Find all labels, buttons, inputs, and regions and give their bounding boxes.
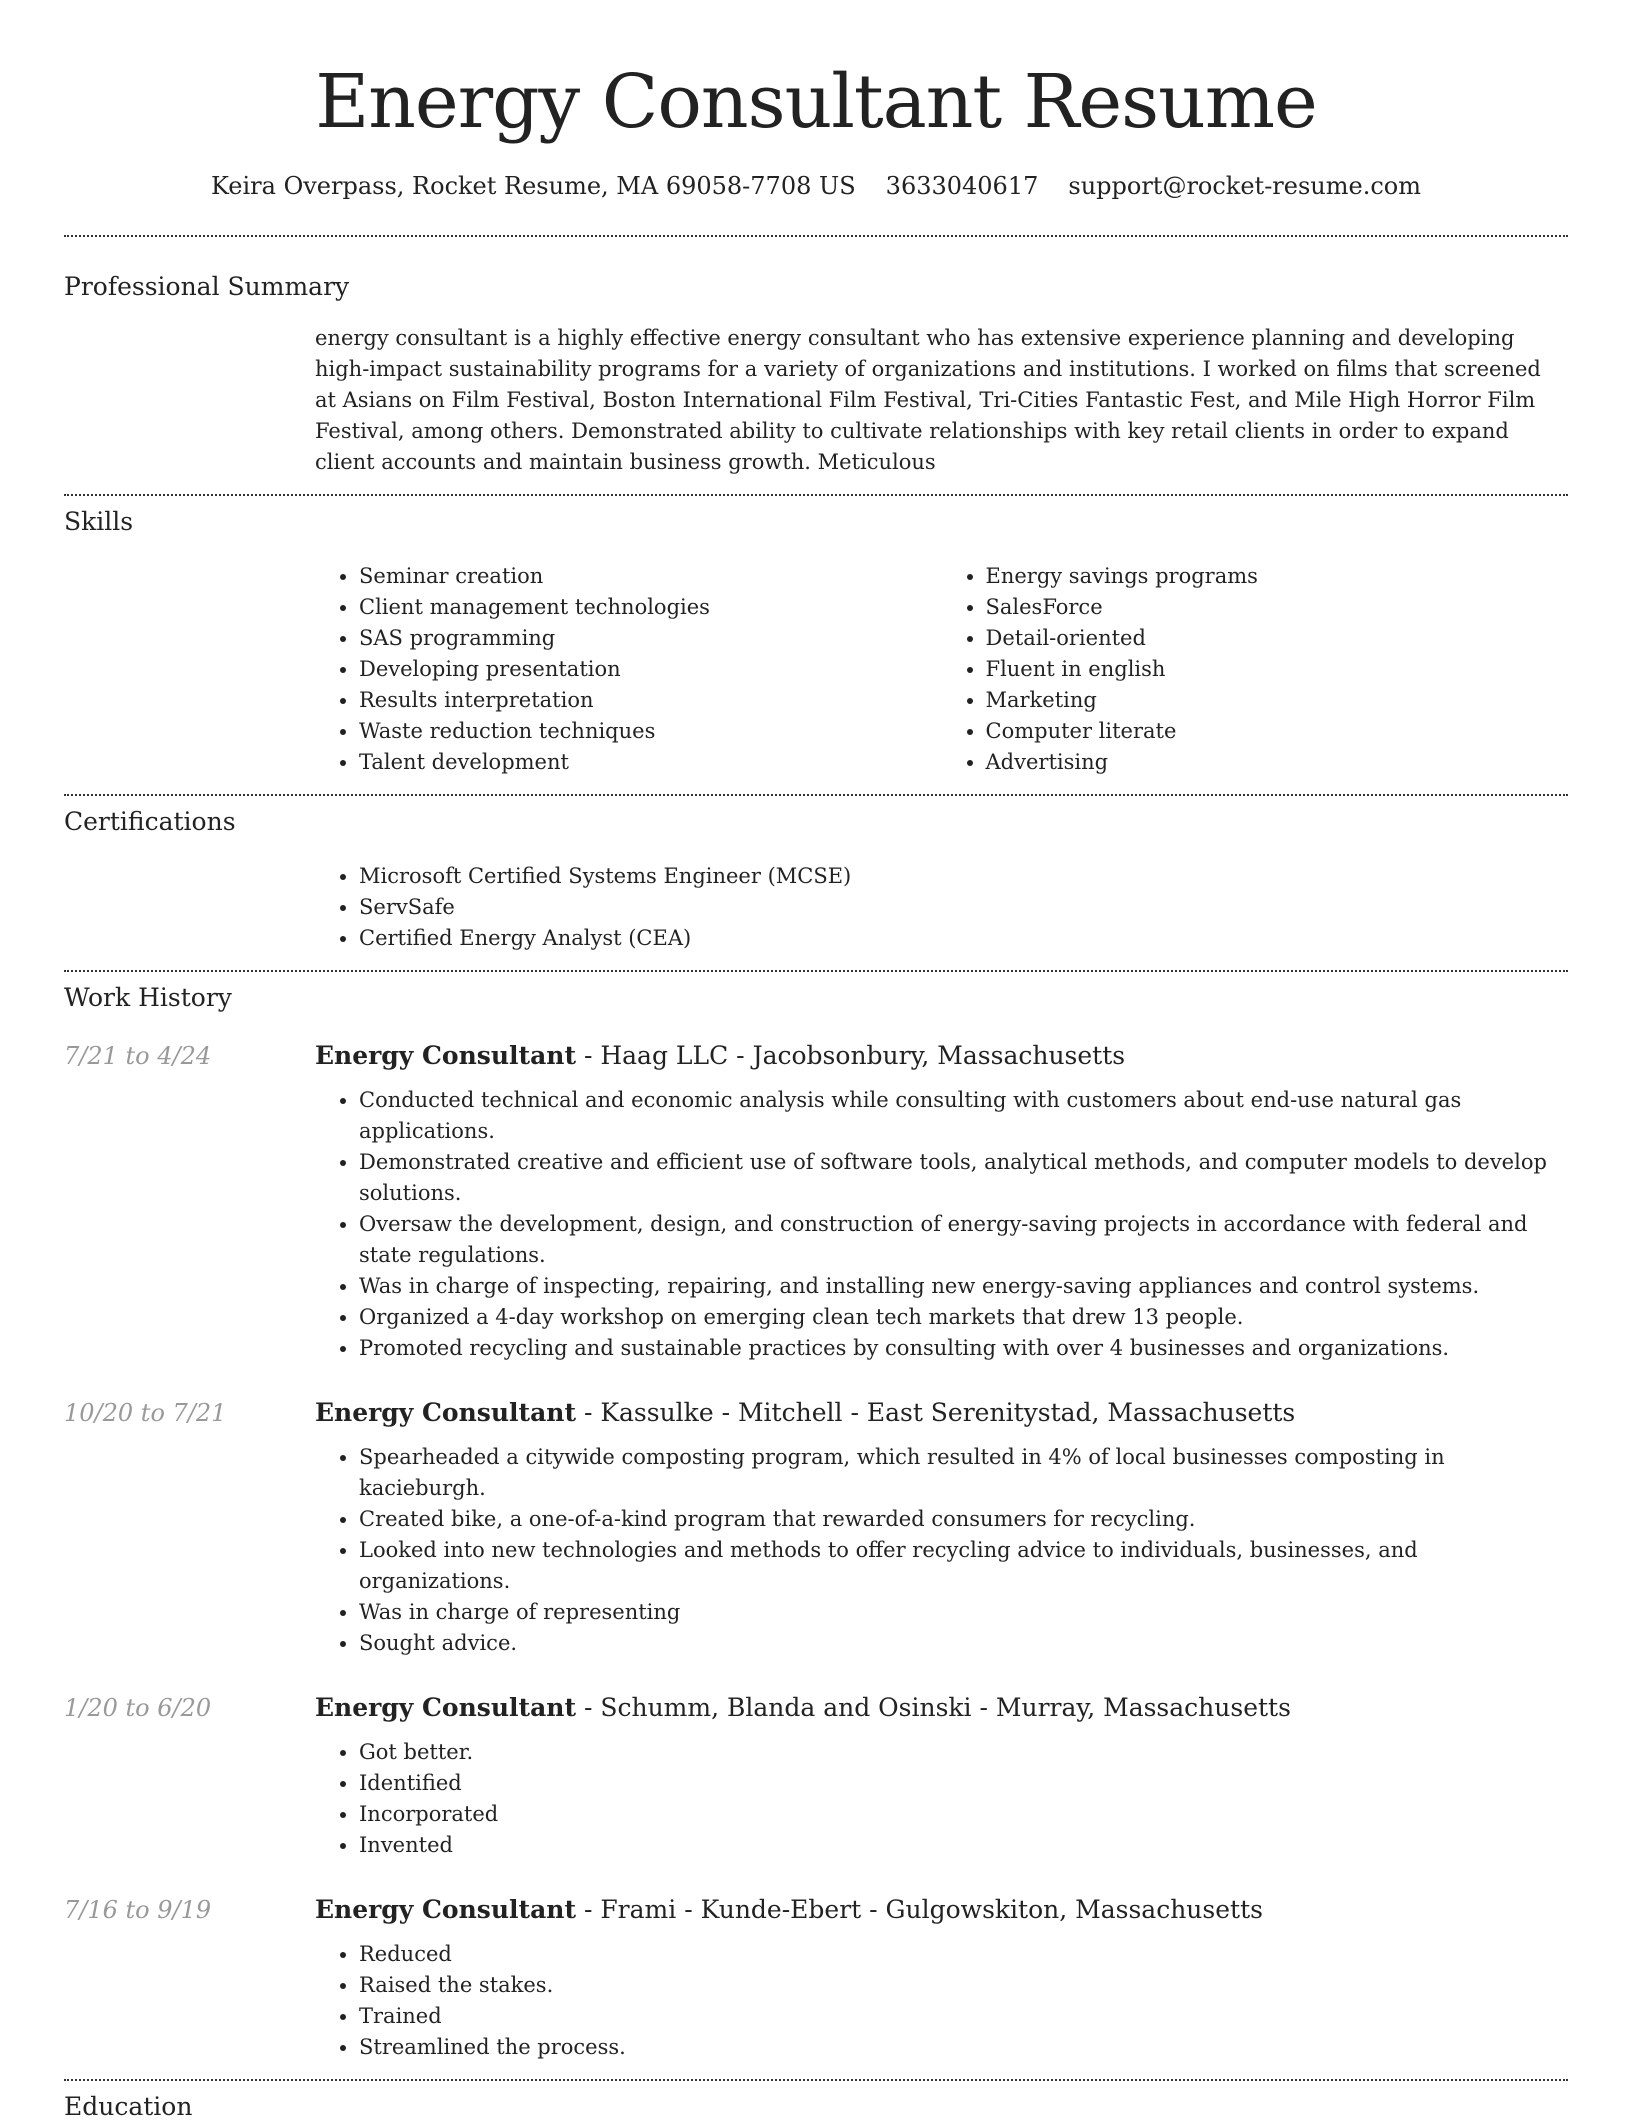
job-employer: - Haag LLC - Jacobsonbury, Massachusetts (576, 1041, 1126, 1070)
skill-item: • Client management technologies (359, 592, 942, 623)
contact-email: support@rocket-resume.com (1068, 172, 1421, 200)
job-employer: - Kassulke - Mitchell - East Serenitystad, Massachusetts (576, 1398, 1296, 1427)
job-bullet: • Incorporated (359, 1799, 1568, 1830)
skills-list-right (942, 561, 1569, 778)
skill-item: • Results interpretation (359, 685, 942, 716)
summary-section (64, 237, 1568, 478)
job-bullet: • Conducted technical and economic analysis while consulting with customers about end-use natural gas applications. (359, 1085, 1568, 1147)
job-entry (64, 1040, 1568, 1364)
job-bullet: • Raised the stakes. (359, 1970, 1568, 2001)
skill-item: • Fluent in english (986, 654, 1569, 685)
job-bullet: • Identified (359, 1768, 1568, 1799)
contact-phone: 3633040617 (885, 172, 1039, 200)
job-bullet: • Promoted recycling and sustainable practices by consulting with over 4 businesses and organizations. (359, 1333, 1568, 1364)
education-heading: Education (64, 2092, 193, 2121)
job-dates: 10/20 to 7/21 (64, 1399, 227, 1427)
job-bullet: • Sought advice. (359, 1628, 1568, 1659)
job-bullet: • Created bike, a one-of-a-kind program that rewarded consumers for recycling. (359, 1504, 1568, 1535)
skill-item: • Advertising (986, 747, 1569, 778)
job-dates: 7/21 to 4/24 (64, 1042, 212, 1070)
job-bullets (315, 1737, 1568, 1861)
job-bullet: • Organized a 4-day workshop on emerging clean tech markets that drew 13 people. (359, 1302, 1568, 1333)
job-title (315, 1397, 1568, 1429)
job-bullet: • Oversaw the development, design, and construction of energy-saving projects in accordance with federal and state regulations. (359, 1209, 1568, 1271)
job-title (315, 1692, 1568, 1724)
job-role: Energy Consultant (315, 1693, 576, 1722)
job-employer: - Frami - Kunde-Ebert - Gulgowskiton, Massachusetts (576, 1895, 1263, 1924)
job-bullets (315, 1939, 1568, 2063)
job-bullets (315, 1442, 1568, 1659)
skill-item: • SAS programming (359, 623, 942, 654)
summary-heading: Professional Summary (64, 272, 350, 301)
certifications-heading: Certifications (64, 807, 236, 836)
certification-item: • Certified Energy Analyst (CEA) (359, 923, 1568, 954)
job-bullet: • Got better. (359, 1737, 1568, 1768)
skill-item: • Developing presentation (359, 654, 942, 685)
job-dates: 1/20 to 6/20 (64, 1694, 212, 1722)
job-bullet: • Demonstrated creative and efficient use of software tools, analytical methods, and computer models to develop solutions. (359, 1147, 1568, 1209)
skill-item: • Detail-oriented (986, 623, 1569, 654)
certification-item: • Microsoft Certified Systems Engineer (MCSE) (359, 861, 1568, 892)
contact-address: Keira Overpass, Rocket Resume, MA 69058-7708 US (211, 172, 856, 200)
job-bullet: • Was in charge of inspecting, repairing, and installing new energy-saving appliances and control systems. (359, 1271, 1568, 1302)
job-entry (64, 1692, 1568, 1861)
skill-item: • Computer literate (986, 716, 1569, 747)
job-entry (64, 1894, 1568, 2063)
certifications-section (64, 796, 1568, 954)
resume-page (64, 0, 1568, 2123)
skills-heading: Skills (64, 507, 134, 536)
education-section (64, 2081, 1568, 2123)
skills-list-left (315, 561, 942, 778)
job-bullet: • Reduced (359, 1939, 1568, 1970)
contact-line (64, 170, 1568, 202)
work-history-section (64, 972, 1568, 2063)
job-role: Energy Consultant (315, 1041, 576, 1070)
job-role: Energy Consultant (315, 1398, 576, 1427)
job-bullet: • Invented (359, 1830, 1568, 1861)
certifications-list (315, 861, 1568, 954)
job-role: Energy Consultant (315, 1895, 576, 1924)
skill-item: • Waste reduction techniques (359, 716, 942, 747)
skill-item: • Marketing (986, 685, 1569, 716)
job-bullets (315, 1085, 1568, 1364)
skills-section (64, 496, 1568, 778)
page-title: Energy Consultant Resume (315, 59, 1317, 145)
skill-item: • Seminar creation (359, 561, 942, 592)
skill-item: • Talent development (359, 747, 942, 778)
skill-item: • SalesForce (986, 592, 1569, 623)
summary-text: energy consultant is a highly effective energy consultant who has extensive experience planning and developing high-impact sustainability programs for a variety of organizations and institutions. I worked on films that screened at Asians on Film Festival, Boston International Film Festival, Tri-Cities Fantastic Fest, and Mile High Horror Film Festival, among others. Demonstrated ability to cultivate relationships with key retail clients in order to expand client accounts and maintain business growth. Meticulous (315, 326, 1541, 474)
job-title (315, 1040, 1568, 1072)
job-employer: - Schumm, Blanda and Osinski - Murray, Massachusetts (576, 1693, 1291, 1722)
work-history-heading: Work History (64, 983, 232, 1012)
certification-item: • ServSafe (359, 892, 1568, 923)
job-bullet: • Looked into new technologies and methods to offer recycling advice to individuals, businesses, and organizations. (359, 1535, 1568, 1597)
job-bullet: • Was in charge of representing (359, 1597, 1568, 1628)
job-bullet: • Spearheaded a citywide composting program, which resulted in 4% of local businesses composting in kacieburgh. (359, 1442, 1568, 1504)
job-bullet: • Trained (359, 2001, 1568, 2032)
job-dates: 7/16 to 9/19 (64, 1896, 212, 1924)
job-entry (64, 1397, 1568, 1659)
job-bullet: • Streamlined the process. (359, 2032, 1568, 2063)
skill-item: • Energy savings programs (986, 561, 1569, 592)
job-title (315, 1894, 1568, 1926)
